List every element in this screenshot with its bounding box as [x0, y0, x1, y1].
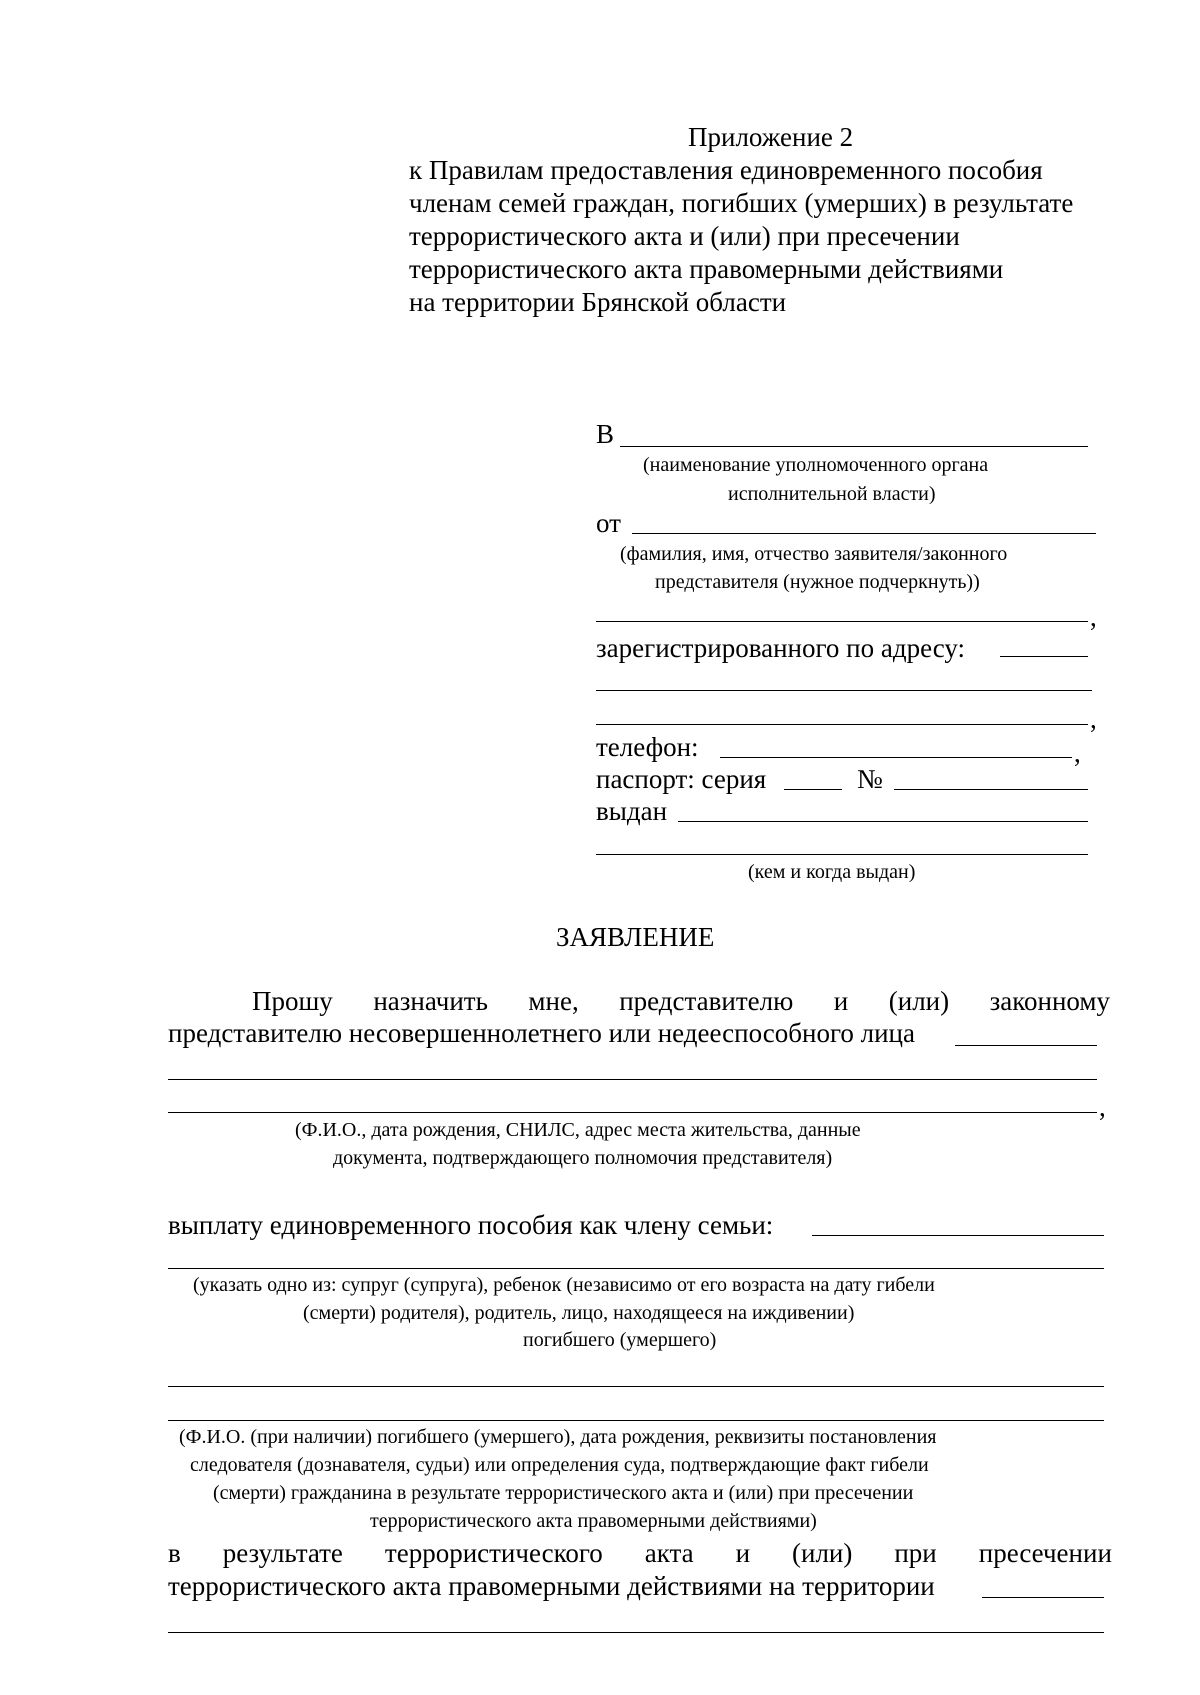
- represented-person-hint: (Ф.И.О., дата рождения, СНИЛС, адрес места жительства, данные: [295, 1119, 861, 1141]
- applicant-hint: представителя (нужное подчеркнуть)): [655, 571, 980, 593]
- issued-label: выдан: [596, 796, 668, 826]
- passport-number-field[interactable]: [894, 789, 1088, 790]
- passport-number-label: №: [857, 764, 883, 794]
- phone-field[interactable]: [720, 757, 1072, 758]
- deceased-info-hint: следователя (дознавателя, судьи) или определения суда, подтверждающие факт гибели: [190, 1454, 929, 1476]
- deceased-info-hint: (смерти) гражданина в результате террористического акта и (или) при пресечении: [213, 1482, 914, 1504]
- family-relation-hint: погибшего (умершего): [523, 1329, 717, 1351]
- family-relation-field[interactable]: [812, 1235, 1104, 1236]
- registered-address-field-line2[interactable]: [596, 690, 1092, 691]
- family-relation-hint: (смерти) родителя), родитель, лицо, находящееся на иждивении): [303, 1302, 855, 1324]
- from-prefix: от: [596, 508, 621, 538]
- statement-title: ЗАЯВЛЕНИЕ: [556, 922, 715, 952]
- to-prefix: В: [596, 419, 615, 449]
- comma: ,: [1074, 738, 1081, 768]
- deceased-info-field-line2[interactable]: [168, 1420, 1104, 1421]
- paragraph-1-line-1: [252, 988, 1110, 1015]
- word: представителю: [619, 986, 794, 1016]
- applicant-hint: (фамилия, имя, отчество заявителя/законного: [620, 543, 1008, 565]
- registered-address-label: зарегистрированного по адресу:: [596, 633, 965, 663]
- appendix-line: террористического акта правомерными действиями: [409, 254, 1004, 284]
- word: законному: [989, 986, 1110, 1016]
- word: (или): [792, 1538, 853, 1568]
- deceased-info-hint: террористического акта правомерными действиями): [370, 1510, 817, 1532]
- passport-issued-field[interactable]: [678, 821, 1088, 822]
- word: назначить: [373, 986, 488, 1016]
- represented-person-field[interactable]: [955, 1045, 1097, 1046]
- applicant-name-field[interactable]: [632, 533, 1096, 534]
- paragraph-1-line-2: представителю несовершеннолетнего или недееспособного лица: [168, 1018, 915, 1048]
- word: и: [735, 1538, 751, 1568]
- word: акта: [644, 1538, 694, 1568]
- paragraph-2-line-1: [168, 1540, 1112, 1567]
- word: мне,: [528, 986, 579, 1016]
- appendix-line: на территории Брянской области: [409, 287, 787, 317]
- word: при: [894, 1538, 937, 1568]
- payment-label: выплату единовременного пособия как члену семьи:: [168, 1210, 774, 1240]
- paragraph-2-line-2: террористического акта правомерными действиями на территории: [168, 1571, 935, 1601]
- family-relation-hint: (указать одно из: супруг (супруга), ребенок (независимо от его возраста на дату гибели: [193, 1274, 935, 1296]
- registered-address-field-line3[interactable]: [596, 724, 1088, 725]
- phone-label: телефон:: [596, 732, 699, 762]
- word: пресечении: [978, 1538, 1112, 1568]
- comma: ,: [1099, 1092, 1106, 1122]
- applicant-name-field-continued[interactable]: [596, 621, 1088, 622]
- deceased-info-hint: (Ф.И.О. (при наличии) погибшего (умершего), дата рождения, реквизиты постановления: [179, 1426, 937, 1448]
- word: результате: [222, 1538, 343, 1568]
- word: террористического: [384, 1538, 603, 1568]
- appendix-line: членам семей граждан, погибших (умерших) в результате: [409, 188, 1074, 218]
- authority-hint: (наименование уполномоченного органа: [643, 454, 989, 476]
- word: в: [168, 1538, 181, 1568]
- comma: ,: [1090, 704, 1097, 734]
- word: Прошу: [252, 986, 333, 1016]
- passport-series-field[interactable]: [784, 789, 842, 790]
- passport-series-label: паспорт: серия: [596, 764, 767, 794]
- family-relation-field-line2[interactable]: [168, 1268, 1104, 1269]
- passport-issued-field-line2[interactable]: [596, 854, 1088, 855]
- territory-field-line2[interactable]: [168, 1632, 1104, 1633]
- appendix-line: к Правилам предоставления единовременного пособия: [409, 155, 1043, 185]
- registered-address-field[interactable]: [1000, 656, 1088, 657]
- authority-name-field[interactable]: [620, 446, 1088, 447]
- represented-person-field-line3[interactable]: [168, 1112, 1097, 1113]
- represented-person-hint: документа, подтверждающего полномочия представителя): [333, 1147, 833, 1169]
- comma: ,: [1090, 602, 1097, 632]
- represented-person-field-line2[interactable]: [168, 1079, 1097, 1080]
- word: и: [833, 986, 849, 1016]
- issued-hint: (кем и когда выдан): [748, 861, 916, 883]
- appendix-title: Приложение 2: [688, 122, 854, 152]
- word: (или): [888, 986, 950, 1016]
- deceased-info-field[interactable]: [168, 1386, 1104, 1387]
- authority-hint: исполнительной власти): [728, 483, 936, 505]
- appendix-line: террористического акта и (или) при пресечении: [409, 221, 960, 251]
- territory-field[interactable]: [982, 1597, 1104, 1598]
